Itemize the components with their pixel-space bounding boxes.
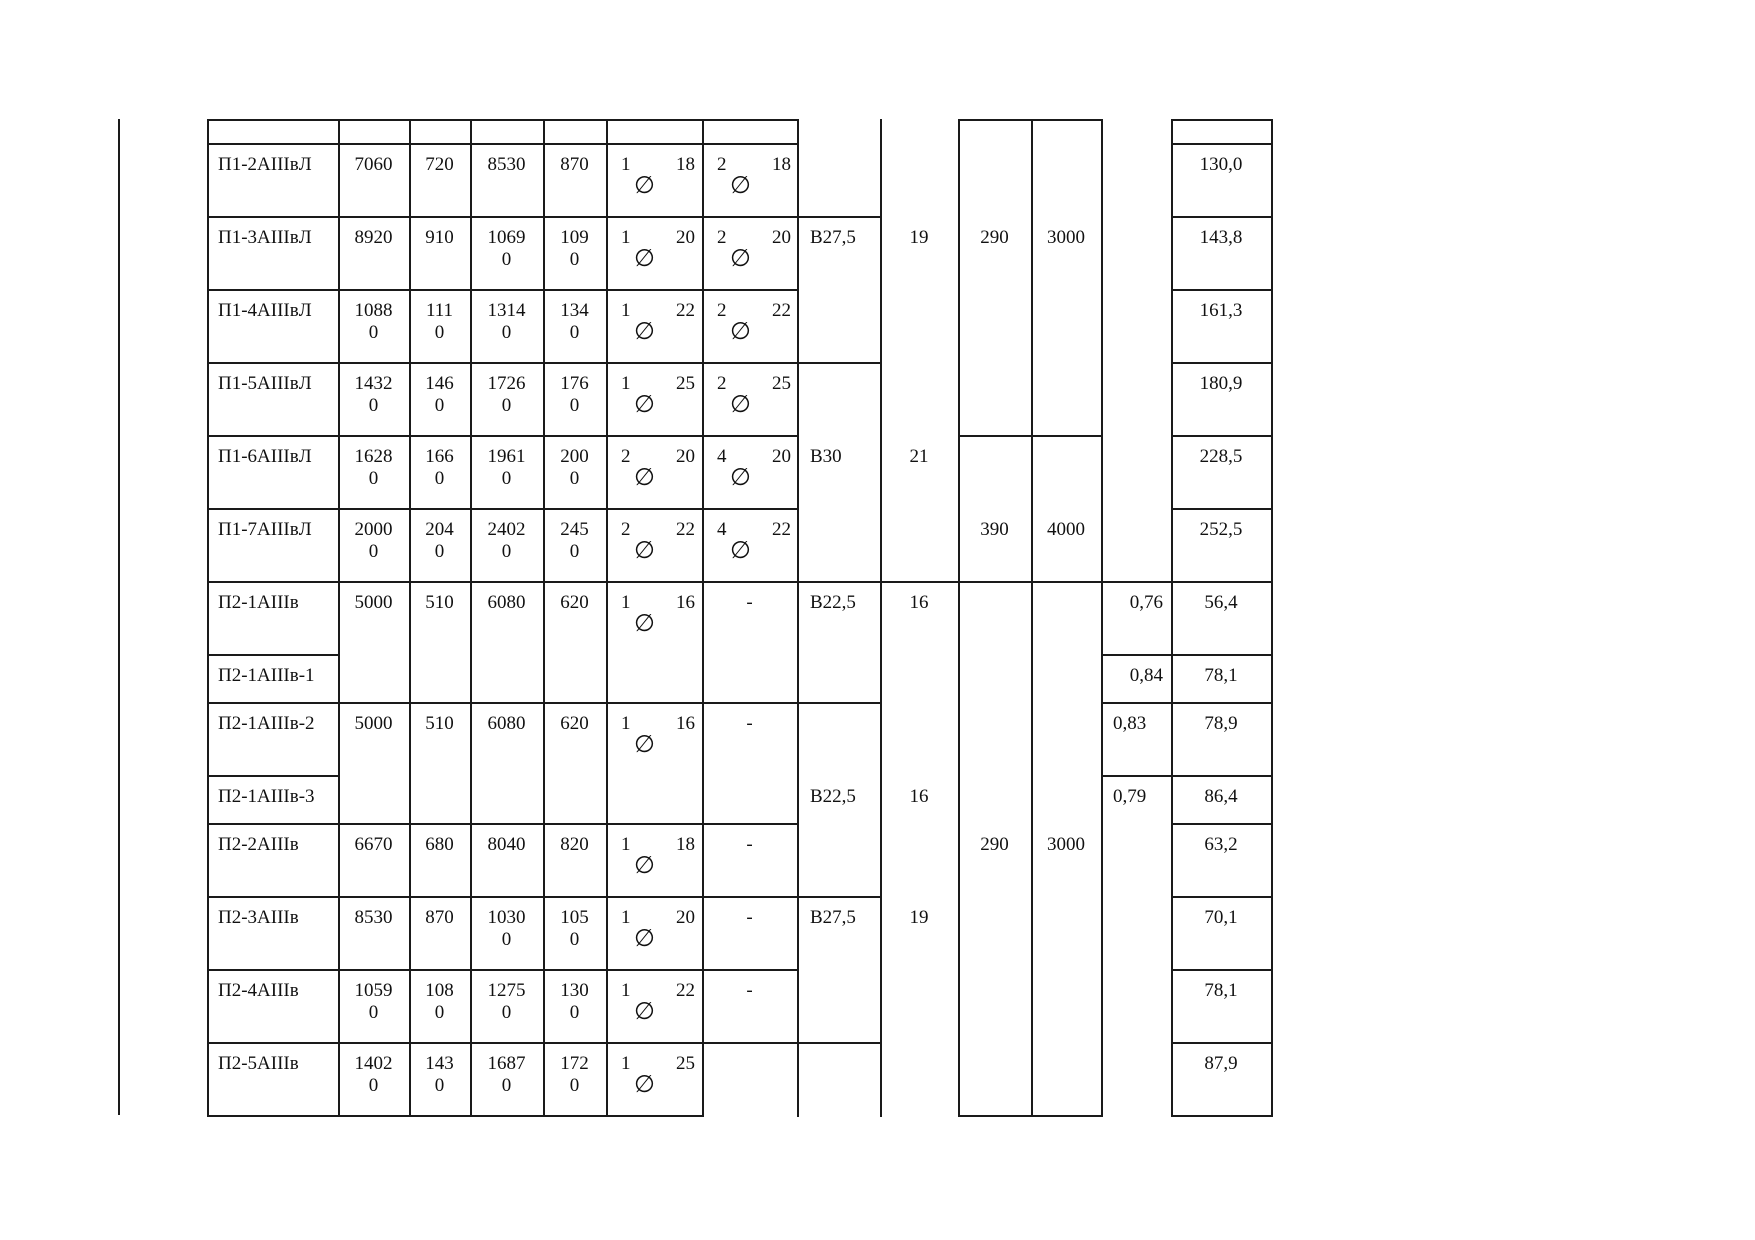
value-cell: 5000 <box>354 713 393 734</box>
diameter-icon: ∅ <box>634 926 655 952</box>
value-cell: 0 <box>434 395 445 416</box>
value-cell: 0 <box>569 1075 580 1096</box>
mass-cell: 161,3 <box>1199 300 1243 321</box>
row-rule <box>1101 702 1273 704</box>
bar-count: 1 <box>621 227 631 248</box>
row-rule <box>207 119 799 121</box>
value-cell: 0 <box>368 395 379 416</box>
row-rule <box>207 508 799 510</box>
coefficient: 0,76 <box>1129 592 1163 613</box>
value-cell: 0 <box>569 929 580 950</box>
value-cell: 1961 <box>487 446 526 467</box>
bar-diameter: 22 <box>676 519 695 540</box>
value-cell: 109 <box>560 227 589 248</box>
bar-count: 2 <box>621 446 631 467</box>
value-cell: 1628 <box>354 446 393 467</box>
row-rule <box>958 1115 1103 1117</box>
dash-cell: - <box>746 980 753 1001</box>
value-cell: 0 <box>434 322 445 343</box>
value-cell: 143 <box>425 1053 454 1074</box>
row-rule <box>207 969 799 971</box>
value-cell: 8530 <box>487 154 526 175</box>
value-cell: 1069 <box>487 227 526 248</box>
mark-cell: П2-2АIIIв <box>218 834 299 855</box>
diameter-icon: ∅ <box>634 999 655 1025</box>
value-cell: 0 <box>501 1002 512 1023</box>
mass-cell: 78,1 <box>1204 665 1238 686</box>
mass-cell: 78,9 <box>1204 713 1238 734</box>
diameter-icon: ∅ <box>634 732 655 758</box>
column-rule <box>409 119 411 1117</box>
mass-cell: 180,9 <box>1199 373 1243 394</box>
value-cell: 620 <box>560 713 589 734</box>
mass-cell: 228,5 <box>1199 446 1243 467</box>
value-cell: 0 <box>501 541 512 562</box>
row-rule <box>1171 119 1273 121</box>
column-rule <box>702 119 704 1117</box>
row-rule <box>1171 508 1273 510</box>
value-cell: 1059 <box>354 980 393 1001</box>
bar-diameter: 25 <box>772 373 791 394</box>
load-a: 290 <box>980 834 1009 855</box>
mark-cell: П1-5АIIIвЛ <box>218 373 312 394</box>
mass-cell: 143,8 <box>1199 227 1243 248</box>
value-cell: 1030 <box>487 907 526 928</box>
row-rule <box>207 1115 704 1117</box>
coefficient: 0,83 <box>1113 713 1147 734</box>
bar-diameter: 16 <box>676 713 695 734</box>
value-cell: 172 <box>560 1053 589 1074</box>
mass-cell: 70,1 <box>1204 907 1238 928</box>
bar-diameter: 16 <box>676 592 695 613</box>
value-cell: 0 <box>569 322 580 343</box>
value-cell: 8040 <box>487 834 526 855</box>
concrete-value: 16 <box>909 786 929 807</box>
value-cell: 204 <box>425 519 454 540</box>
value-cell: 0 <box>569 468 580 489</box>
row-rule <box>207 1042 882 1044</box>
value-cell: 6080 <box>487 592 526 613</box>
value-cell: 0 <box>569 249 580 270</box>
concrete-class: В30 <box>810 446 842 467</box>
mark-cell: П2-3АIIIв <box>218 907 299 928</box>
diameter-icon: ∅ <box>634 853 655 879</box>
bar-count: 1 <box>621 592 631 613</box>
load-b: 3000 <box>1047 834 1085 855</box>
value-cell: 1314 <box>487 300 526 321</box>
mass-cell: 87,9 <box>1204 1053 1238 1074</box>
value-cell: 870 <box>425 907 454 928</box>
row-rule <box>1171 362 1273 364</box>
value-cell: 0 <box>501 249 512 270</box>
row-rule <box>1171 216 1273 218</box>
load-b: 3000 <box>1047 227 1085 248</box>
value-cell: 1402 <box>354 1053 393 1074</box>
concrete-value: 16 <box>909 592 929 613</box>
diameter-icon: ∅ <box>634 538 655 564</box>
mass-cell: 130,0 <box>1199 154 1243 175</box>
row-rule <box>1171 1042 1273 1044</box>
diameter-icon: ∅ <box>634 246 655 272</box>
value-cell: 0 <box>434 541 445 562</box>
row-rule <box>1171 823 1273 825</box>
mark-cell: П2-4АIIIв <box>218 980 299 1001</box>
value-cell: 0 <box>501 322 512 343</box>
coefficient: 0,84 <box>1129 665 1163 686</box>
row-rule <box>1101 775 1273 777</box>
bar-count: 2 <box>717 154 727 175</box>
bar-diameter: 18 <box>676 154 695 175</box>
mass-cell: 78,1 <box>1204 980 1238 1001</box>
value-cell: 1088 <box>354 300 393 321</box>
value-cell: 105 <box>560 907 589 928</box>
column-rule <box>797 119 799 1117</box>
bar-count: 1 <box>621 373 631 394</box>
value-cell: 1275 <box>487 980 526 1001</box>
row-rule <box>958 435 1103 437</box>
value-cell: 6080 <box>487 713 526 734</box>
row-rule <box>207 702 882 704</box>
value-cell: 870 <box>560 154 589 175</box>
concrete-class: В27,5 <box>810 907 856 928</box>
value-cell: 0 <box>569 395 580 416</box>
mark-cell: П2-1АIIIв-1 <box>218 665 315 686</box>
row-rule <box>207 289 799 291</box>
mass-cell: 63,2 <box>1204 834 1238 855</box>
column-rule <box>1101 119 1103 1117</box>
row-rule <box>207 654 340 656</box>
concrete-value: 19 <box>909 907 929 928</box>
diameter-icon: ∅ <box>634 319 655 345</box>
row-rule <box>207 775 340 777</box>
value-cell: 910 <box>425 227 454 248</box>
bar-count: 1 <box>621 834 631 855</box>
column-rule <box>207 119 209 1117</box>
row-rule <box>207 216 882 218</box>
diameter-icon: ∅ <box>634 392 655 418</box>
bar-diameter: 18 <box>676 834 695 855</box>
value-cell: 0 <box>501 1075 512 1096</box>
margin-bar <box>118 119 120 1115</box>
diameter-icon: ∅ <box>634 173 655 199</box>
row-rule <box>1171 1115 1273 1117</box>
value-cell: 720 <box>425 154 454 175</box>
value-cell: 1687 <box>487 1053 526 1074</box>
value-cell: 0 <box>434 1075 445 1096</box>
mark-cell: П1-3АIIIвЛ <box>218 227 312 248</box>
value-cell: 8920 <box>354 227 393 248</box>
row-rule <box>207 896 882 898</box>
bar-diameter: 20 <box>772 227 791 248</box>
bar-diameter: 25 <box>676 1053 695 1074</box>
value-cell: 620 <box>560 592 589 613</box>
mark-cell: П1-7АIIIвЛ <box>218 519 312 540</box>
bar-diameter: 18 <box>772 154 791 175</box>
column-rule <box>1031 119 1033 1117</box>
row-rule <box>1171 896 1273 898</box>
value-cell: 166 <box>425 446 454 467</box>
row-rule <box>1171 289 1273 291</box>
value-cell: 7060 <box>354 154 393 175</box>
row-rule <box>207 581 1273 583</box>
mass-cell: 252,5 <box>1199 519 1243 540</box>
column-rule <box>338 119 340 1117</box>
bar-count: 1 <box>621 154 631 175</box>
value-cell: 0 <box>501 395 512 416</box>
value-cell: 245 <box>560 519 589 540</box>
value-cell: 0 <box>501 468 512 489</box>
bar-diameter: 20 <box>676 227 695 248</box>
row-rule <box>958 119 1103 121</box>
bar-diameter: 22 <box>676 980 695 1001</box>
mass-cell: 86,4 <box>1204 786 1238 807</box>
mark-cell: П1-2АIIIвЛ <box>218 154 312 175</box>
value-cell: 5000 <box>354 592 393 613</box>
column-rule <box>1171 119 1173 1117</box>
diameter-icon: ∅ <box>730 246 751 272</box>
diameter-icon: ∅ <box>730 465 751 491</box>
diameter-icon: ∅ <box>730 392 751 418</box>
value-cell: 8530 <box>354 907 393 928</box>
bar-diameter: 22 <box>772 519 791 540</box>
value-cell: 0 <box>368 1075 379 1096</box>
column-rule <box>606 119 608 1117</box>
diameter-icon: ∅ <box>730 319 751 345</box>
row-rule <box>207 362 882 364</box>
value-cell: 2000 <box>354 519 393 540</box>
dash-cell: - <box>746 592 753 613</box>
value-cell: 0 <box>368 468 379 489</box>
bar-count: 4 <box>717 519 727 540</box>
diameter-icon: ∅ <box>634 611 655 637</box>
dash-cell: - <box>746 907 753 928</box>
bar-count: 2 <box>717 373 727 394</box>
value-cell: 820 <box>560 834 589 855</box>
bar-count: 1 <box>621 907 631 928</box>
value-cell: 108 <box>425 980 454 1001</box>
value-cell: 0 <box>501 929 512 950</box>
row-rule <box>1171 143 1273 145</box>
bar-count: 2 <box>621 519 631 540</box>
value-cell: 1432 <box>354 373 393 394</box>
bar-diameter: 22 <box>772 300 791 321</box>
concrete-value: 21 <box>909 446 929 467</box>
bar-count: 2 <box>717 227 727 248</box>
value-cell: 510 <box>425 713 454 734</box>
diameter-icon: ∅ <box>730 173 751 199</box>
value-cell: 0 <box>569 541 580 562</box>
diameter-icon: ∅ <box>634 1072 655 1098</box>
diameter-icon: ∅ <box>730 538 751 564</box>
load-a: 390 <box>980 519 1009 540</box>
value-cell: 0 <box>569 1002 580 1023</box>
load-a: 290 <box>980 227 1009 248</box>
concrete-class: В22,5 <box>810 592 856 613</box>
bar-count: 1 <box>621 980 631 1001</box>
value-cell: 146 <box>425 373 454 394</box>
bar-diameter: 25 <box>676 373 695 394</box>
bar-diameter: 22 <box>676 300 695 321</box>
row-rule <box>207 143 799 145</box>
value-cell: 0 <box>368 322 379 343</box>
column-rule <box>880 119 882 1117</box>
value-cell: 1726 <box>487 373 526 394</box>
concrete-value: 19 <box>909 227 929 248</box>
mark-cell: П2-1АIIIв <box>218 592 299 613</box>
column-rule <box>958 119 960 1117</box>
row-rule <box>1171 435 1273 437</box>
value-cell: 6670 <box>354 834 393 855</box>
mark-cell: П2-5АIIIв <box>218 1053 299 1074</box>
value-cell: 680 <box>425 834 454 855</box>
bar-diameter: 20 <box>676 446 695 467</box>
row-rule <box>207 435 799 437</box>
dash-cell: - <box>746 834 753 855</box>
value-cell: 134 <box>560 300 589 321</box>
row-rule <box>1101 654 1273 656</box>
value-cell: 510 <box>425 592 454 613</box>
mark-cell: П1-6АIIIвЛ <box>218 446 312 467</box>
bar-count: 1 <box>621 300 631 321</box>
row-rule <box>207 823 799 825</box>
value-cell: 0 <box>434 468 445 489</box>
bar-diameter: 20 <box>676 907 695 928</box>
mark-cell: П2-1АIIIв-3 <box>218 786 315 807</box>
bar-count: 1 <box>621 713 631 734</box>
value-cell: 0 <box>368 541 379 562</box>
concrete-class: В27,5 <box>810 227 856 248</box>
bar-diameter: 20 <box>772 446 791 467</box>
diameter-icon: ∅ <box>634 465 655 491</box>
coefficient: 0,79 <box>1113 786 1147 807</box>
column-rule <box>1271 119 1273 1117</box>
load-b: 4000 <box>1047 519 1085 540</box>
value-cell: 0 <box>368 1002 379 1023</box>
bar-count: 2 <box>717 300 727 321</box>
value-cell: 2402 <box>487 519 526 540</box>
value-cell: 200 <box>560 446 589 467</box>
mark-cell: П2-1АIIIв-2 <box>218 713 315 734</box>
value-cell: 176 <box>560 373 589 394</box>
value-cell: 130 <box>560 980 589 1001</box>
value-cell: 0 <box>434 1002 445 1023</box>
dash-cell: - <box>746 713 753 734</box>
concrete-class: В22,5 <box>810 786 856 807</box>
row-rule <box>1171 969 1273 971</box>
mark-cell: П1-4АIIIвЛ <box>218 300 312 321</box>
bar-count: 1 <box>621 1053 631 1074</box>
value-cell: 111 <box>425 300 454 321</box>
bar-count: 4 <box>717 446 727 467</box>
mass-cell: 56,4 <box>1204 592 1238 613</box>
